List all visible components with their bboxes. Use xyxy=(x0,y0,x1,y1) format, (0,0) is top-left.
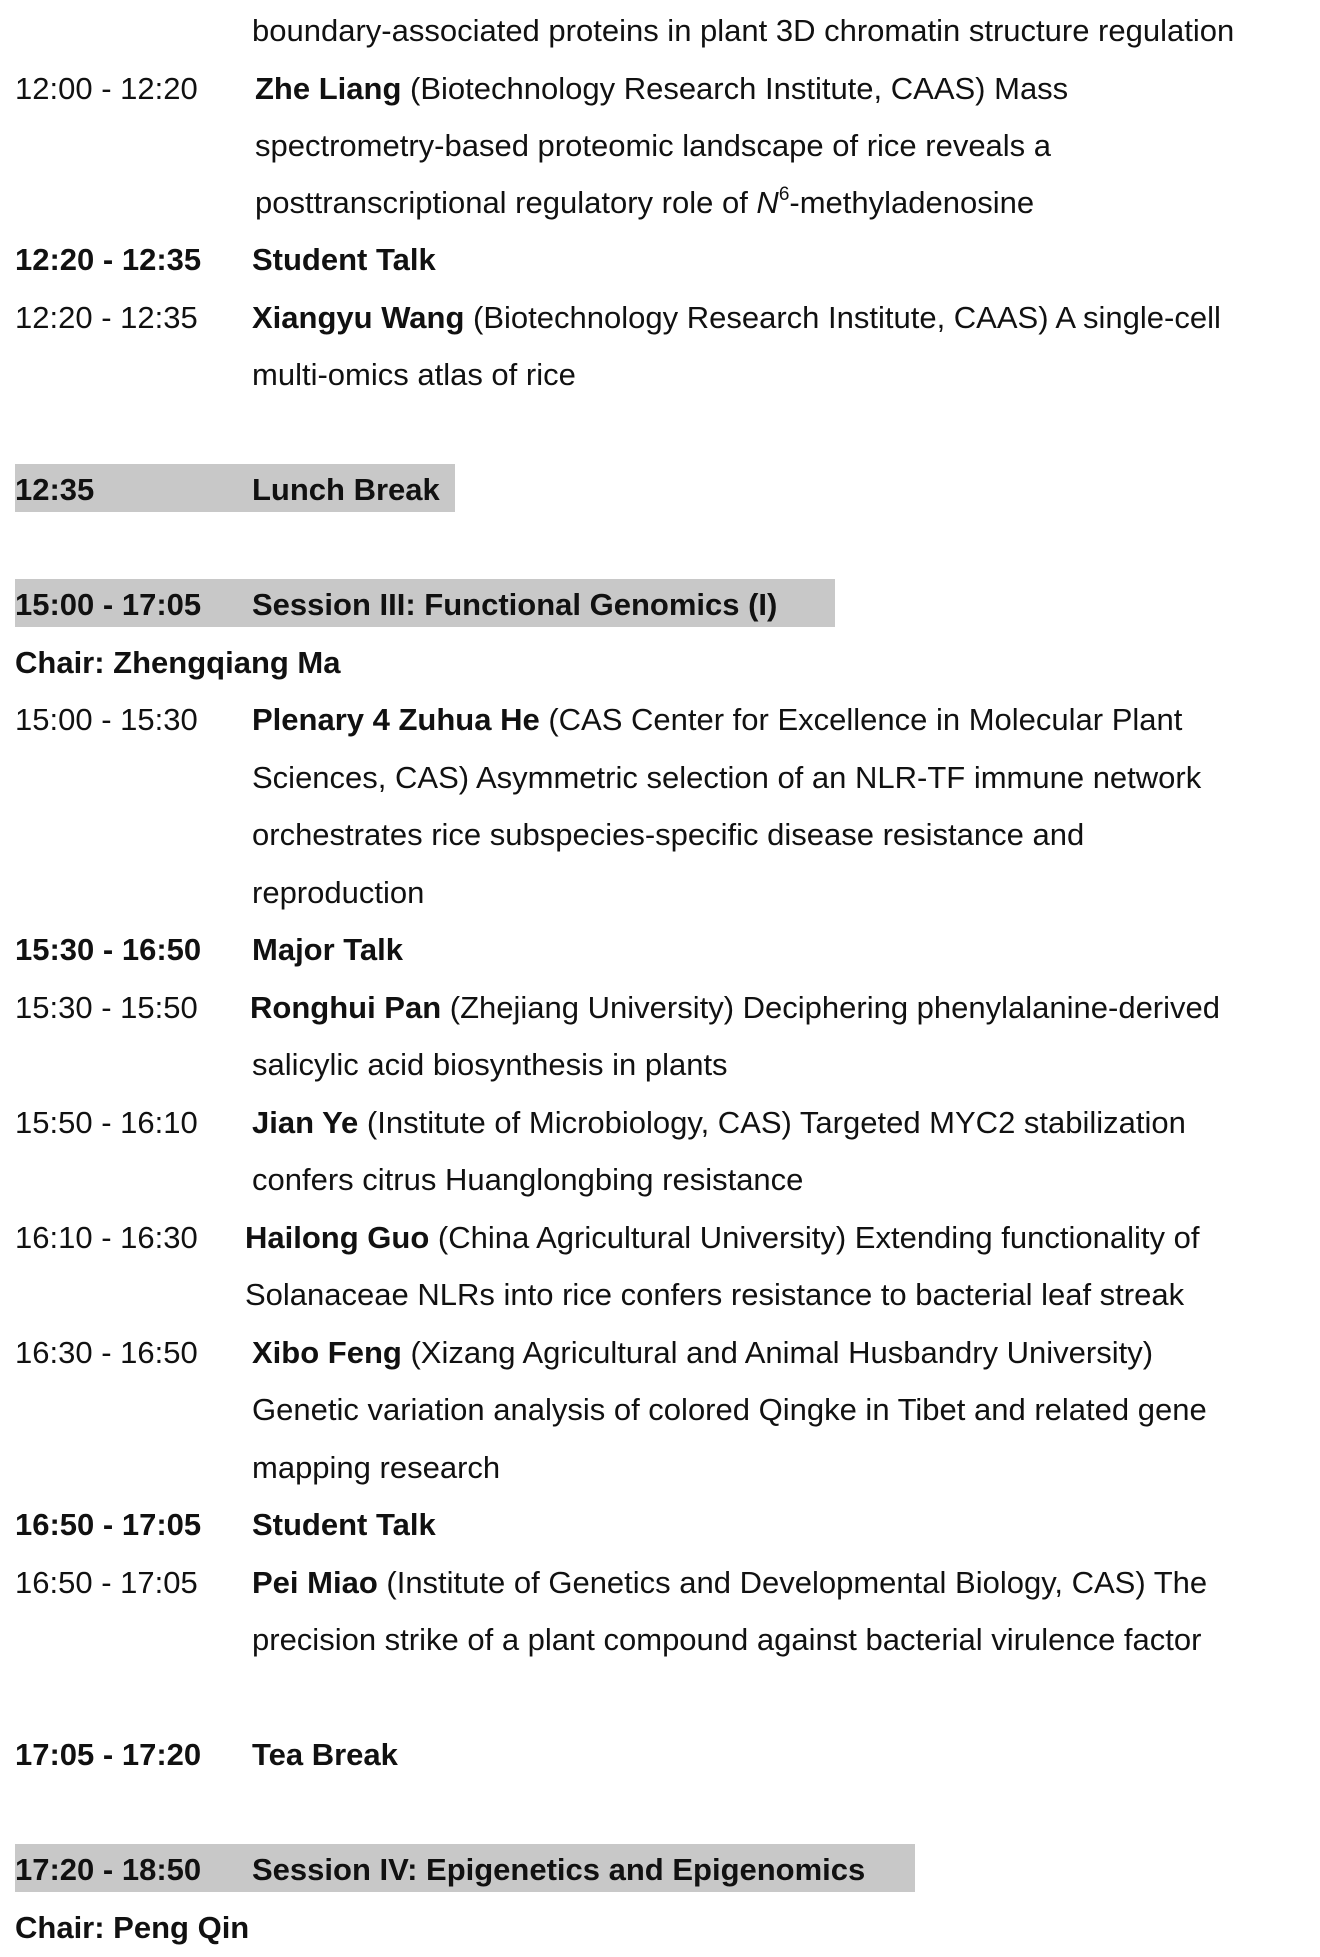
schedule-line xyxy=(0,117,1320,174)
talk-text xyxy=(252,1094,1186,1151)
block-time: 16:50 - 17:05 xyxy=(15,1507,202,1542)
session-chair xyxy=(0,634,1320,691)
talk-description: precision strike of a plant compound against bacterial virulence factor xyxy=(252,1622,1202,1657)
block-heading xyxy=(0,231,1320,288)
talk-text xyxy=(250,979,1220,1036)
session-chair xyxy=(0,1899,1320,1956)
block-heading xyxy=(0,921,1320,978)
speaker-name: Jian Ye xyxy=(252,1105,359,1140)
talk-time: 15:30 - 15:50 xyxy=(15,990,198,1025)
talk-time: 16:10 - 16:30 xyxy=(15,1220,198,1255)
talk-text xyxy=(245,1209,1199,1266)
block-title: Student Talk xyxy=(252,242,436,277)
talk-description: (Xizang Agricultural and Animal Husbandry University) xyxy=(401,1335,1154,1370)
talk-entry xyxy=(0,1324,1320,1381)
block-title: Lunch Break xyxy=(252,472,440,507)
talk-description: (Zhejiang University) Deciphering phenylalanine-derived xyxy=(441,990,1221,1025)
talk-description: (CAS Center for Excellence in Molecular Plant xyxy=(539,702,1183,737)
block-time: 12:35 xyxy=(15,472,95,507)
speaker-name: Zhe Liang xyxy=(255,71,402,106)
block-time: 12:20 - 12:35 xyxy=(15,242,202,277)
talk-time: 15:00 - 15:30 xyxy=(15,702,198,737)
talk-text xyxy=(252,289,1221,346)
talk-description: salicylic acid biosynthesis in plants xyxy=(252,1047,728,1082)
talk-time: 12:00 - 12:20 xyxy=(15,71,198,106)
talk-description: (Biotechnology Research Institute, CAAS) Mass xyxy=(401,71,1069,106)
talk-entry xyxy=(0,1209,1320,1266)
talk-description: (Biotechnology Research Institute, CAAS) A single-cell xyxy=(464,300,1221,335)
session-heading xyxy=(0,1841,1320,1898)
schedule-line xyxy=(0,806,1320,863)
talk-description: (Institute of Microbiology, CAS) Targeted MYC2 stabilization xyxy=(358,1105,1186,1140)
talk-entry xyxy=(0,691,1320,748)
session-title: Session IV: Epigenetics and Epigenomics xyxy=(252,1852,866,1887)
schedule-line xyxy=(0,1151,1320,1208)
schedule-line xyxy=(0,1381,1320,1438)
block-title: Student Talk xyxy=(252,1507,436,1542)
talk-text xyxy=(252,1554,1207,1611)
talk-description: Solanaceae NLRs into rice confers resistance to bacterial leaf streak xyxy=(245,1277,1185,1312)
talk-text xyxy=(252,1324,1153,1381)
schedule-line xyxy=(0,864,1320,921)
block-heading xyxy=(0,1496,1320,1553)
schedule-line xyxy=(0,1611,1320,1668)
talk-text xyxy=(255,60,1068,117)
speaker-name: Pei Miao xyxy=(252,1565,378,1600)
talk-time: 15:50 - 16:10 xyxy=(15,1105,198,1140)
talk-entry xyxy=(0,979,1320,1036)
block-time: 15:30 - 16:50 xyxy=(15,932,202,967)
speaker-name: Ronghui Pan xyxy=(250,990,442,1025)
italic-symbol: N xyxy=(756,185,779,220)
talk-entry xyxy=(0,1094,1320,1151)
session-heading xyxy=(0,576,1320,633)
talk-time: 16:50 - 17:05 xyxy=(15,1565,198,1600)
talk-description: (China Agricultural University) Extending functionality of xyxy=(429,1220,1200,1255)
speaker-name: Hailong Guo xyxy=(245,1220,430,1255)
talk-description: Genetic variation analysis of colored Qingke in Tibet and related gene xyxy=(252,1392,1207,1427)
talk-text xyxy=(252,691,1182,748)
tea-break-heading xyxy=(0,1726,1320,1783)
block-time: 15:00 - 17:05 xyxy=(15,587,202,622)
talk-description: multi-omics atlas of rice xyxy=(252,357,576,392)
talk-description-part: -methyladenosine xyxy=(789,185,1035,220)
talk-description: mapping research xyxy=(252,1450,501,1485)
session-title: Session III: Functional Genomics (I) xyxy=(252,587,778,622)
schedule-line xyxy=(0,749,1320,806)
talk-time: 16:30 - 16:50 xyxy=(15,1335,198,1370)
block-title: Major Talk xyxy=(252,932,404,967)
speaker-name: Xiangyu Wang xyxy=(252,300,465,335)
schedule-line xyxy=(0,174,1320,231)
talk-description xyxy=(255,174,1034,231)
talk-description: boundary-associated proteins in plant 3D chromatin structure regulation xyxy=(252,13,1235,48)
talk-time: 12:20 - 12:35 xyxy=(15,300,198,335)
talk-description: Sciences, CAS) Asymmetric selection of an NLR-TF immune network xyxy=(252,760,1202,795)
chair-label: Chair: Zhengqiang Ma xyxy=(15,645,341,680)
talk-entry xyxy=(0,289,1320,346)
schedule-line xyxy=(0,1439,1320,1496)
talk-entry xyxy=(0,1554,1320,1611)
schedule-line xyxy=(0,346,1320,403)
schedule-line xyxy=(0,1036,1320,1093)
speaker-name: Plenary 4 Zuhua He xyxy=(252,702,540,737)
superscript: 6 xyxy=(778,183,790,205)
block-title: Tea Break xyxy=(252,1737,398,1772)
talk-description: orchestrates rice subspecies-specific disease resistance and xyxy=(252,817,1085,852)
talk-description: confers citrus Huanglongbing resistance xyxy=(252,1162,804,1197)
talk-description-part: posttranscriptional regulatory role of xyxy=(255,185,757,220)
lunch-break-heading xyxy=(0,461,1320,518)
talk-description: spectrometry-based proteomic landscape of rice reveals a xyxy=(255,128,1052,163)
block-time: 17:20 - 18:50 xyxy=(15,1852,202,1887)
schedule-line xyxy=(0,1266,1320,1323)
talk-description: (Institute of Genetics and Developmental Biology, CAS) The xyxy=(377,1565,1208,1600)
schedule-line xyxy=(0,2,1320,59)
speaker-name: Xibo Feng xyxy=(252,1335,402,1370)
talk-description: reproduction xyxy=(252,875,425,910)
block-time: 17:05 - 17:20 xyxy=(15,1737,202,1772)
talk-entry xyxy=(0,60,1320,117)
chair-label: Chair: Peng Qin xyxy=(15,1910,250,1945)
